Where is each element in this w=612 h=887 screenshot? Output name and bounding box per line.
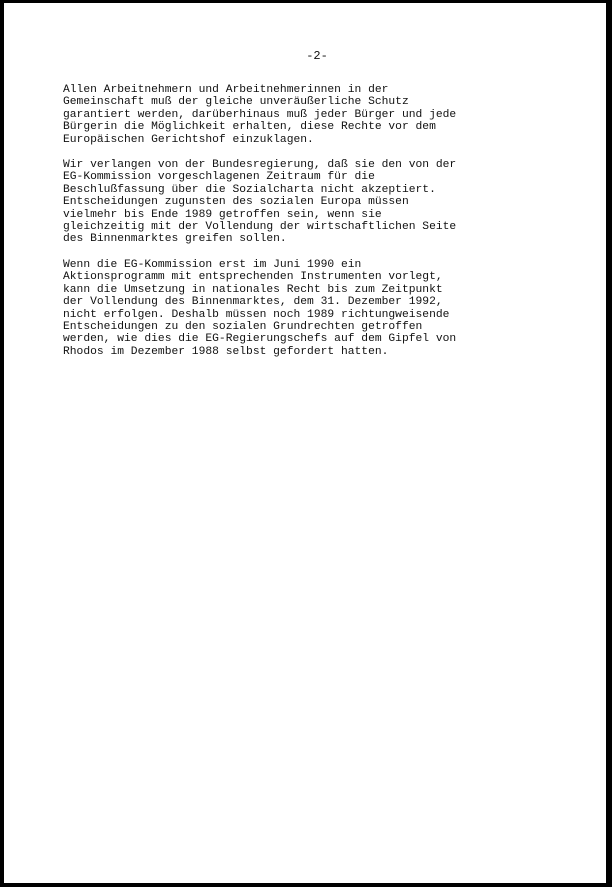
text-line: Rhodos im Dezember 1988 selbst gefordert hatten. [63,345,389,358]
text-line: des Binnenmarktes greifen sollen. [63,233,287,246]
text-line: Entscheidungen zugunsten des sozialen Europa müssen [63,196,409,209]
text-line: Gemeinschaft muß der gleiche unveräußerliche Schutz [63,96,409,109]
text-line: Wenn die EG-Kommission erst im Juni 1990 ein [63,258,362,271]
text-line: gleichzeitig mit der Vollendung der wirtschaftlichen Seite [63,221,457,234]
text-line: Allen Arbeitnehmern und Arbeitnehmerinnen in der [63,84,389,96]
text-line: EG-Kommission vorgeschlagenen Zeitraum für die [63,171,375,184]
text-line: Europäischen Gerichtshof einzuklagen. [63,133,314,146]
text-line: garantiert werden, darüberhinaus muß jeder Bürger und jede [63,108,457,121]
paragraph-2 [63,159,503,246]
text-line: werden, wie dies die EG-Regierungschefs auf dem Gipfel von [63,333,457,346]
text-line: kann die Umsetzung in nationales Recht bis zum Zeitpunkt [63,283,443,296]
paragraph-1 [63,84,503,146]
text-line: Wir verlangen von der Bundesregierung, daß sie den von der [63,159,457,172]
text-line: vielmehr bis Ende 1989 getroffen sein, wenn sie [63,208,382,221]
text-line: Bürgerin die Möglichkeit erhalten, diese Rechte vor dem [63,121,436,134]
text-line: der Vollendung des Binnenmarktes, dem 31. Dezember 1992, [63,296,443,309]
text-line: Entscheidungen zu den sozialen Grundrechten getroffen [63,320,423,333]
text-line: Beschlußfassung über die Sozialcharta nicht akzeptiert. [63,183,436,196]
paragraph-3 [63,259,503,358]
text-line: Aktionsprogramm mit entsprechenden Instrumenten vorlegt, [63,271,443,284]
document-body [63,84,503,371]
text-line: nicht erfolgen. Deshalb müssen noch 1989 richtungweisende [63,308,450,321]
page-number: -2- [306,49,328,63]
